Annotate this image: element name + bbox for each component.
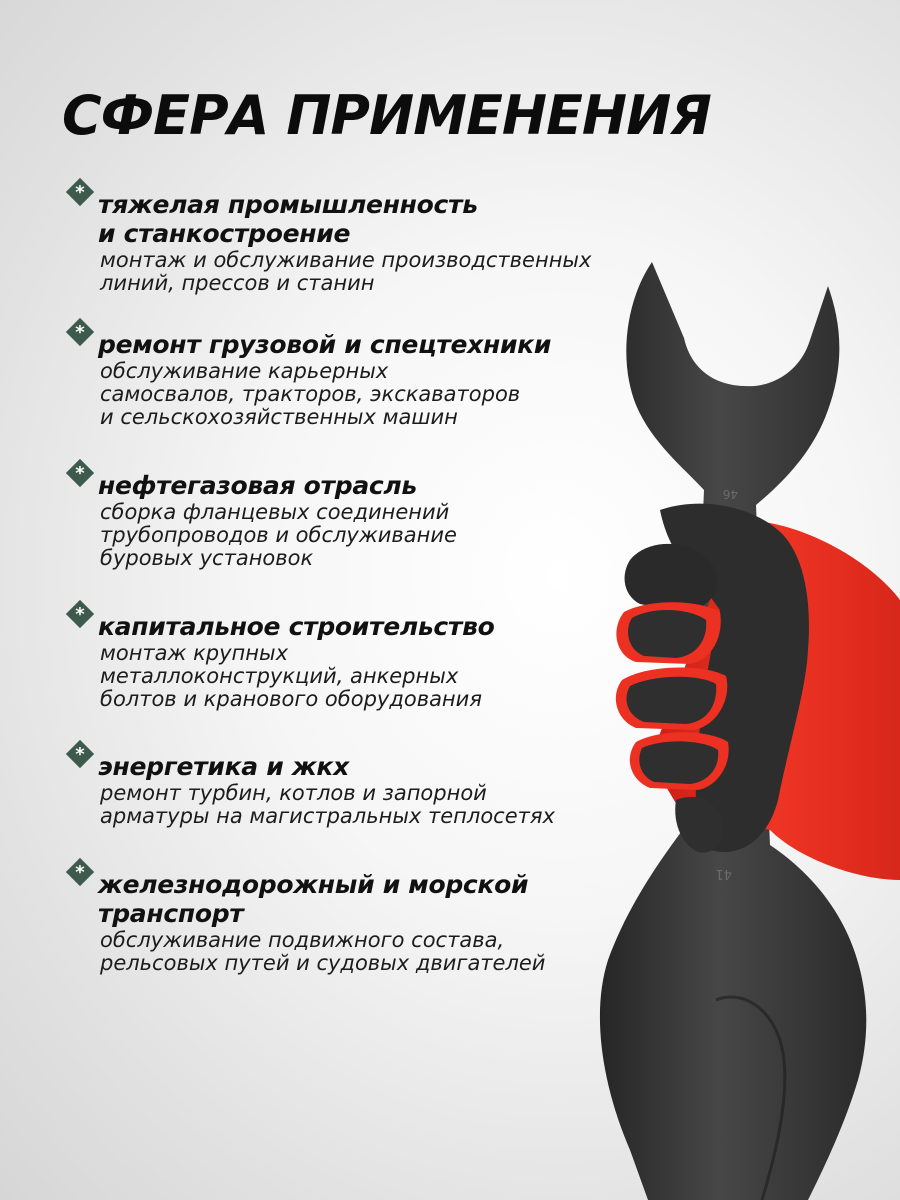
item-title: ремонт грузовой и спецтехники	[98, 330, 552, 359]
item-title: железнодорожный и морской транспорт	[98, 870, 529, 928]
asterisk-badge-icon: *	[66, 459, 94, 487]
list-item-energy	[66, 740, 706, 828]
item-description: обслуживание карьерных самосвалов, тракторов, экскаваторов и сельскохозяйственных машин	[100, 359, 521, 429]
page-title: СФЕРА ПРИМЕНЕНИЯ	[62, 84, 711, 147]
list-item-construction	[66, 600, 706, 711]
list-item-oil-gas	[66, 459, 706, 570]
asterisk-badge-icon: *	[66, 740, 94, 768]
list-item-heavy-industry	[66, 178, 706, 295]
asterisk-badge-icon: *	[66, 858, 94, 886]
item-description: монтаж крупных металлоконструкций, анкерных болтов и кранового оборудования	[100, 641, 482, 711]
item-description: ремонт турбин, котлов и запорной арматуры на магистральных теплосетях	[100, 781, 555, 828]
wrench-marking-46: 46	[722, 487, 738, 501]
wrench-marking-41: 41	[715, 866, 732, 881]
asterisk-badge-icon: *	[66, 178, 94, 206]
asterisk-badge-icon: *	[66, 600, 94, 628]
list-item-truck-repair	[66, 318, 706, 429]
asterisk-badge-icon: *	[66, 318, 94, 346]
item-title: капитальное строительство	[98, 612, 495, 641]
list-item-transport	[66, 858, 706, 975]
item-description: обслуживание подвижного состава, рельсовых путей и судовых двигателей	[100, 928, 546, 975]
item-title: тяжелая промышленность и станкостроение	[98, 190, 478, 248]
item-title: энергетика и жкх	[98, 752, 349, 781]
item-description: монтаж и обслуживание производственных линий, прессов и станин	[100, 248, 592, 295]
item-description: сборка фланцевых соединений трубопроводов и обслуживание буровых установок	[100, 500, 457, 570]
item-title: нефтегазовая отрасль	[98, 471, 417, 500]
